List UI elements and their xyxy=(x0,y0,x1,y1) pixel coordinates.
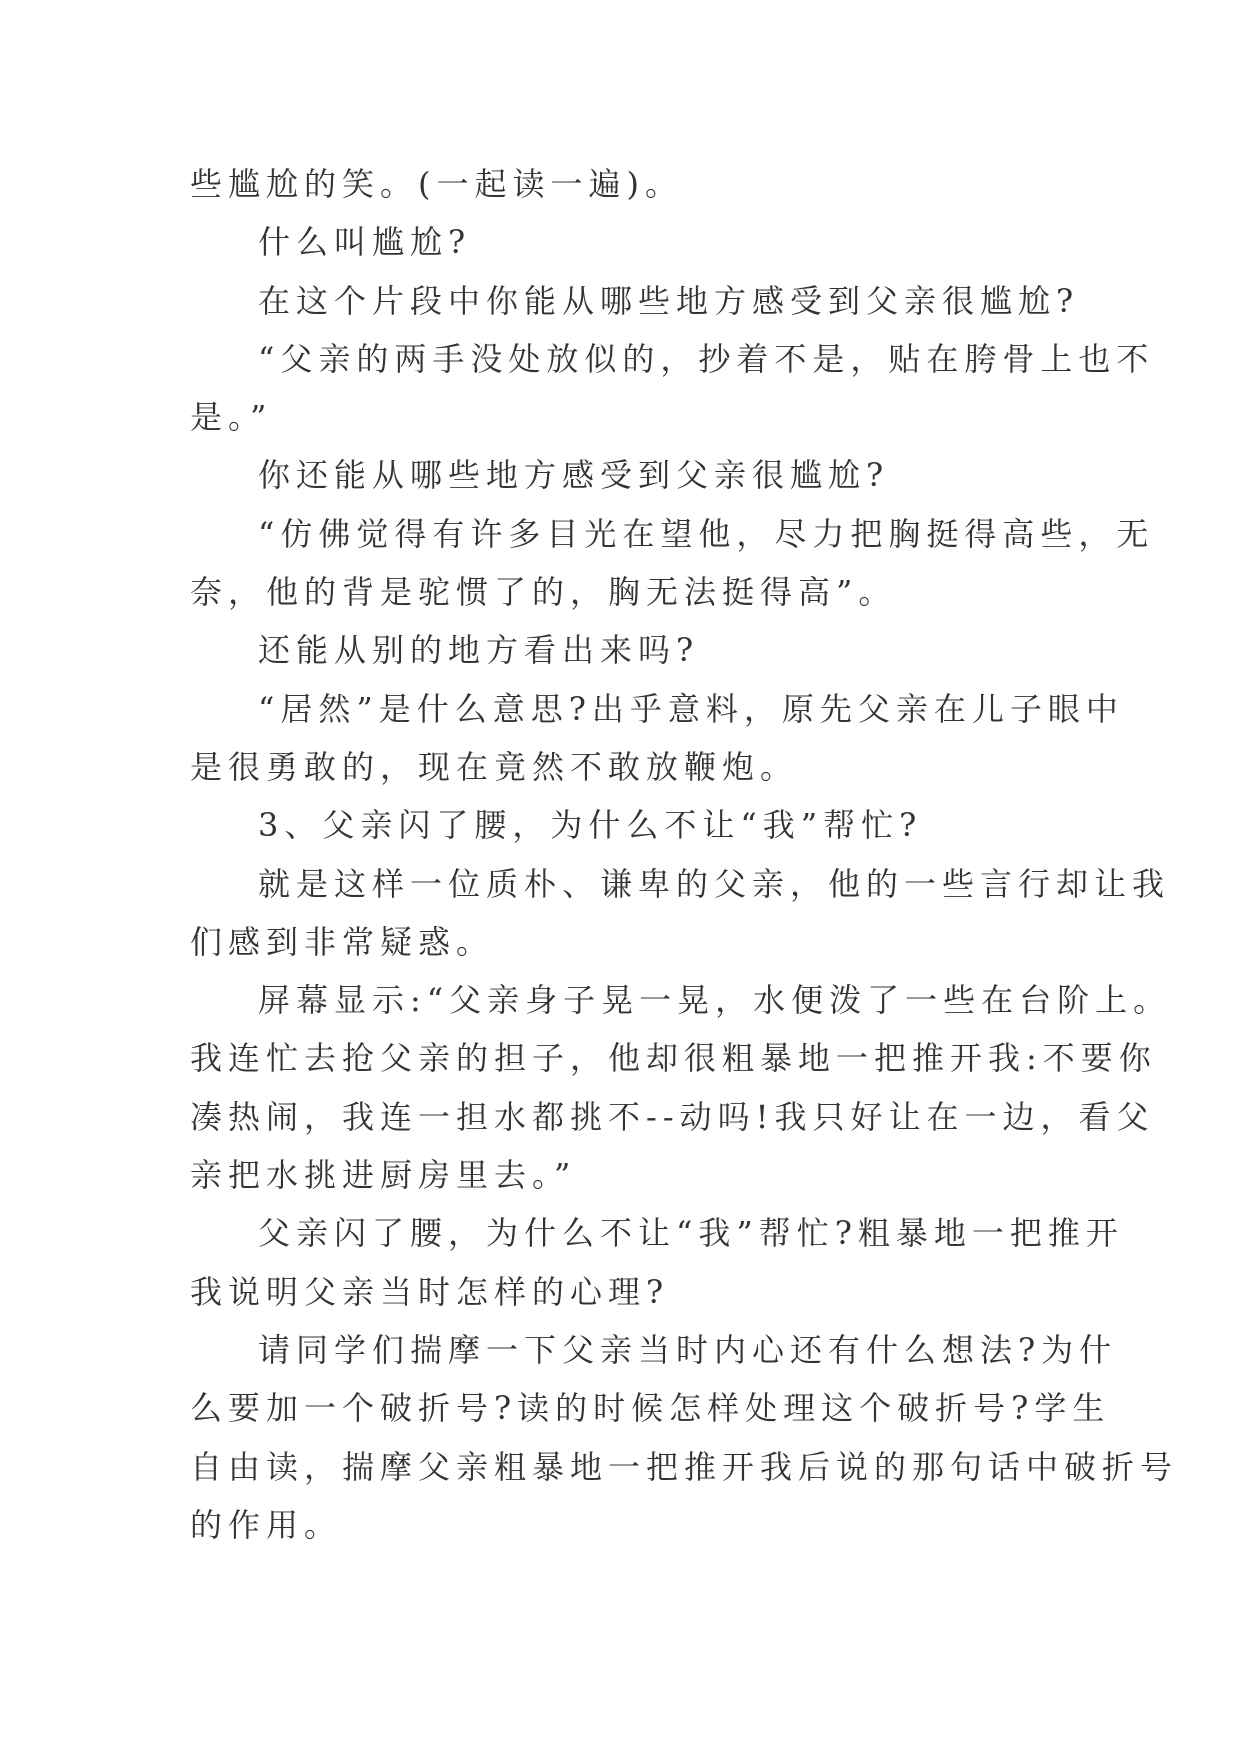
text-line: “父亲的两手没处放似的，抄着不是，贴在胯骨上也不 xyxy=(258,339,1155,378)
text-line: 自由读，揣摩父亲粗暴地一把推开我后说的那句话中破折号 xyxy=(190,1447,1179,1486)
text-line: 在这个片段中你能从哪些地方感受到父亲很尴尬? xyxy=(258,281,1080,320)
document-body xyxy=(190,155,1179,1554)
text-line: 么要加一个破折号?读的时候怎样处理这个破折号?学生 xyxy=(190,1389,1111,1428)
text-line: 奈，他的背是驼惯了的，胸无法挺得高”。 xyxy=(190,573,897,612)
text-line: 些尴尬的笑。(一起读一遍)。 xyxy=(190,165,683,203)
text-line: 3、父亲闪了腰，为什么不让“我”帮忙? xyxy=(258,806,923,845)
text-line: 的作用。 xyxy=(190,1505,343,1544)
text-line: 屏幕显示:“父亲身子晃一晃，水便泼了一些在台阶上。 xyxy=(258,981,1172,1020)
text-line: 你还能从哪些地方感受到父亲很尴尬? xyxy=(258,456,890,495)
text-line: 请同学们揣摩一下父亲当时内心还有什么想法?为什 xyxy=(258,1330,1118,1369)
text-line: “仿佛觉得有许多目光在望他，尽力把胸挺得高些，无 xyxy=(258,514,1155,553)
text-line: 父亲闪了腰，为什么不让“我”帮忙?粗暴地一把推开 xyxy=(258,1214,1124,1253)
text-line: 凑热闹，我连一担水都挑不--动吗!我只好让在一边，看父 xyxy=(190,1097,1155,1136)
text-line: 我连忙去抢父亲的担子，他却很粗暴地一把推开我:不要你 xyxy=(190,1039,1157,1078)
text-line: 是很勇敢的，现在竟然不敢放鞭炮。 xyxy=(190,747,799,786)
text-line: 亲把水挑进厨房里去。” xyxy=(190,1156,577,1195)
text-line: 们感到非常疑惑。 xyxy=(190,922,495,961)
text-line: 我说明父亲当时怎样的心理? xyxy=(190,1272,670,1311)
text-line: 就是这样一位质朴、谦卑的父亲，他的一些言行却让我 xyxy=(258,864,1171,903)
text-line: 什么叫尴尬? xyxy=(258,223,472,262)
text-line: 是。” xyxy=(190,398,273,437)
text-line: 还能从别的地方看出来吗? xyxy=(258,631,700,670)
text-line: “居然”是什么意思?出乎意料，原先父亲在儿子眼中 xyxy=(258,689,1124,728)
